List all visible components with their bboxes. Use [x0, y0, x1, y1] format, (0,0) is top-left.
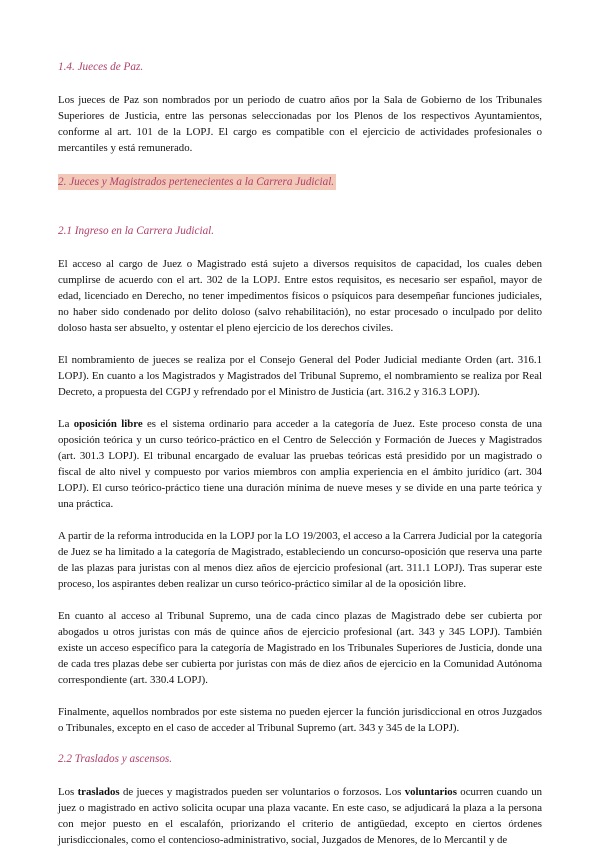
- section-heading-wrapper: [58, 172, 542, 208]
- paragraph-traslados: [58, 784, 542, 848]
- paragraph-finalmente: Finalmente, aquellos nombrados por este sistema no pueden ejercer la función jurisdiccional en otros Juzgados o Tribunales, excepto en el caso de acceder al Tribunal Supremo (art. 343 y 345 de la LOPJ).: [58, 706, 542, 734]
- text-fragment: Los: [58, 786, 78, 798]
- section-heading-ingreso: 2.1 Ingreso en la Carrera Judicial.: [58, 225, 215, 237]
- bold-term-voluntarios: voluntarios: [404, 786, 457, 798]
- text-fragment: de jueces y magistrados pueden ser voluntarios o forzosos. Los: [119, 786, 405, 798]
- bold-term-traslados: traslados: [77, 786, 120, 798]
- paragraph-reforma: A partir de la reforma introducida en la LOPJ por la LO 19/2003, el acceso a la Carrera Judicial por la categoría de Juez se ha limitado a la categoría de Magistrado, estableciendo un concurso-oposición que reserva una parte de las plazas para juristas con al menos diez años de ejercicio profesional (art. 311.1 LOPJ). Tras superar este proceso, los aspirantes deben realizar un curso teórico-práctico similar al de la oposición libre.: [58, 530, 542, 590]
- text-fragment: es el sistema ordinario para acceder a la categoría de Juez. Este proceso consta de una oposición teórica y un curso teórico-práctico en el Centro de Selección y Formación de Jueces y Magistrados (art. 301.3 LOPJ). El tribunal encargado de evaluar las pruebas teóricas está presidido por un magistrado o fiscal de alto nivel y compuesto por varios miembros con amplia experiencia en el ámbito jurídico (art. 304 LOPJ). El curso teórico-práctico tiene una duración mínima de nueve meses y se divide en una parte teórica y una práctica.: [58, 418, 543, 510]
- section-heading-jueces-de-paz: 1.4. Jueces de Paz.: [58, 61, 144, 73]
- section-heading-traslados: 2.2 Traslados y ascensos.: [58, 753, 173, 765]
- bold-term-oposicion-libre: oposición libre: [73, 418, 143, 430]
- paragraph-jueces-de-paz: Los jueces de Paz son nombrados por un periodo de cuatro años por la Sala de Gobierno de los Tribunales Superiores de Justicia, entre las personas seleccionadas por los Plenos de los respectivos Ayuntamientos, conforme al art. 101 de la LOPJ. El cargo es compatible con el ejercicio de actividades profesionales o mercantiles y está remunerado.: [58, 94, 542, 154]
- paragraph-tribunal-supremo: En cuanto al acceso al Tribunal Supremo, una de cada cinco plazas de Magistrado debe ser cubierta por abogados u otros juristas con más de quince años de ejercicio profesional (art. 343 y 345 LOPJ). También existe un acceso específico para la categoría de Magistrado en los Tribunales Superiores de Justicia, donde una de cada tres plazas debe ser cubierta por juristas con más de diez años de ejercicio en la Comunidad Autónoma correspondiente (art. 330.4 LOPJ).: [58, 610, 542, 686]
- paragraph-nombramiento: El nombramiento de jueces se realiza por el Consejo General del Poder Judicial mediante Orden (art. 316.1 LOPJ). En cuanto a los Magistrados y Magistrados del Tribunal Supremo, el nombramiento se realiza por Real Decreto, a propuesta del CGPJ y refrendado por el Ministro de Justicia (art. 316.2 y 316.3 LOPJ).: [58, 354, 542, 398]
- section-heading-carrera-judicial: 2. Jueces y Magistrados pertenecientes a la Carrera Judicial.: [58, 176, 335, 188]
- paragraph-requisitos: El acceso al cargo de Juez o Magistrado está sujeto a diversos requisitos de capacidad, los cuales deben cumplirse de acuerdo con el art. 302 de la LOPJ. Entre estos requisitos, es necesario ser español, mayor de edad, licenciado en Derecho, no tener impedimentos físicos o psíquicos para desempeñar funciones judiciales, no haber sido condenado por delito doloso (salvo rehabilitación), no estar procesado o inculpado por delito doloso hasta ser absuelto, y ostentar el pleno ejercicio de los derechos civiles.: [58, 258, 542, 334]
- text-fragment: ocurren cuando un juez o magistrado en activo solicita ocupar una plaza vacante. En este caso, se adjudicará la plaza a la persona con mejor puesto en el escalafón, priorizando el criterio de antigüedad, excepto en ciertos órdenes jurisdiccionales, como el contencioso-administrativo, social, Juzgados de Menores, de lo Mercantil y de: [58, 786, 543, 846]
- paragraph-oposicion-libre: [58, 416, 542, 512]
- text-fragment: La: [58, 418, 74, 430]
